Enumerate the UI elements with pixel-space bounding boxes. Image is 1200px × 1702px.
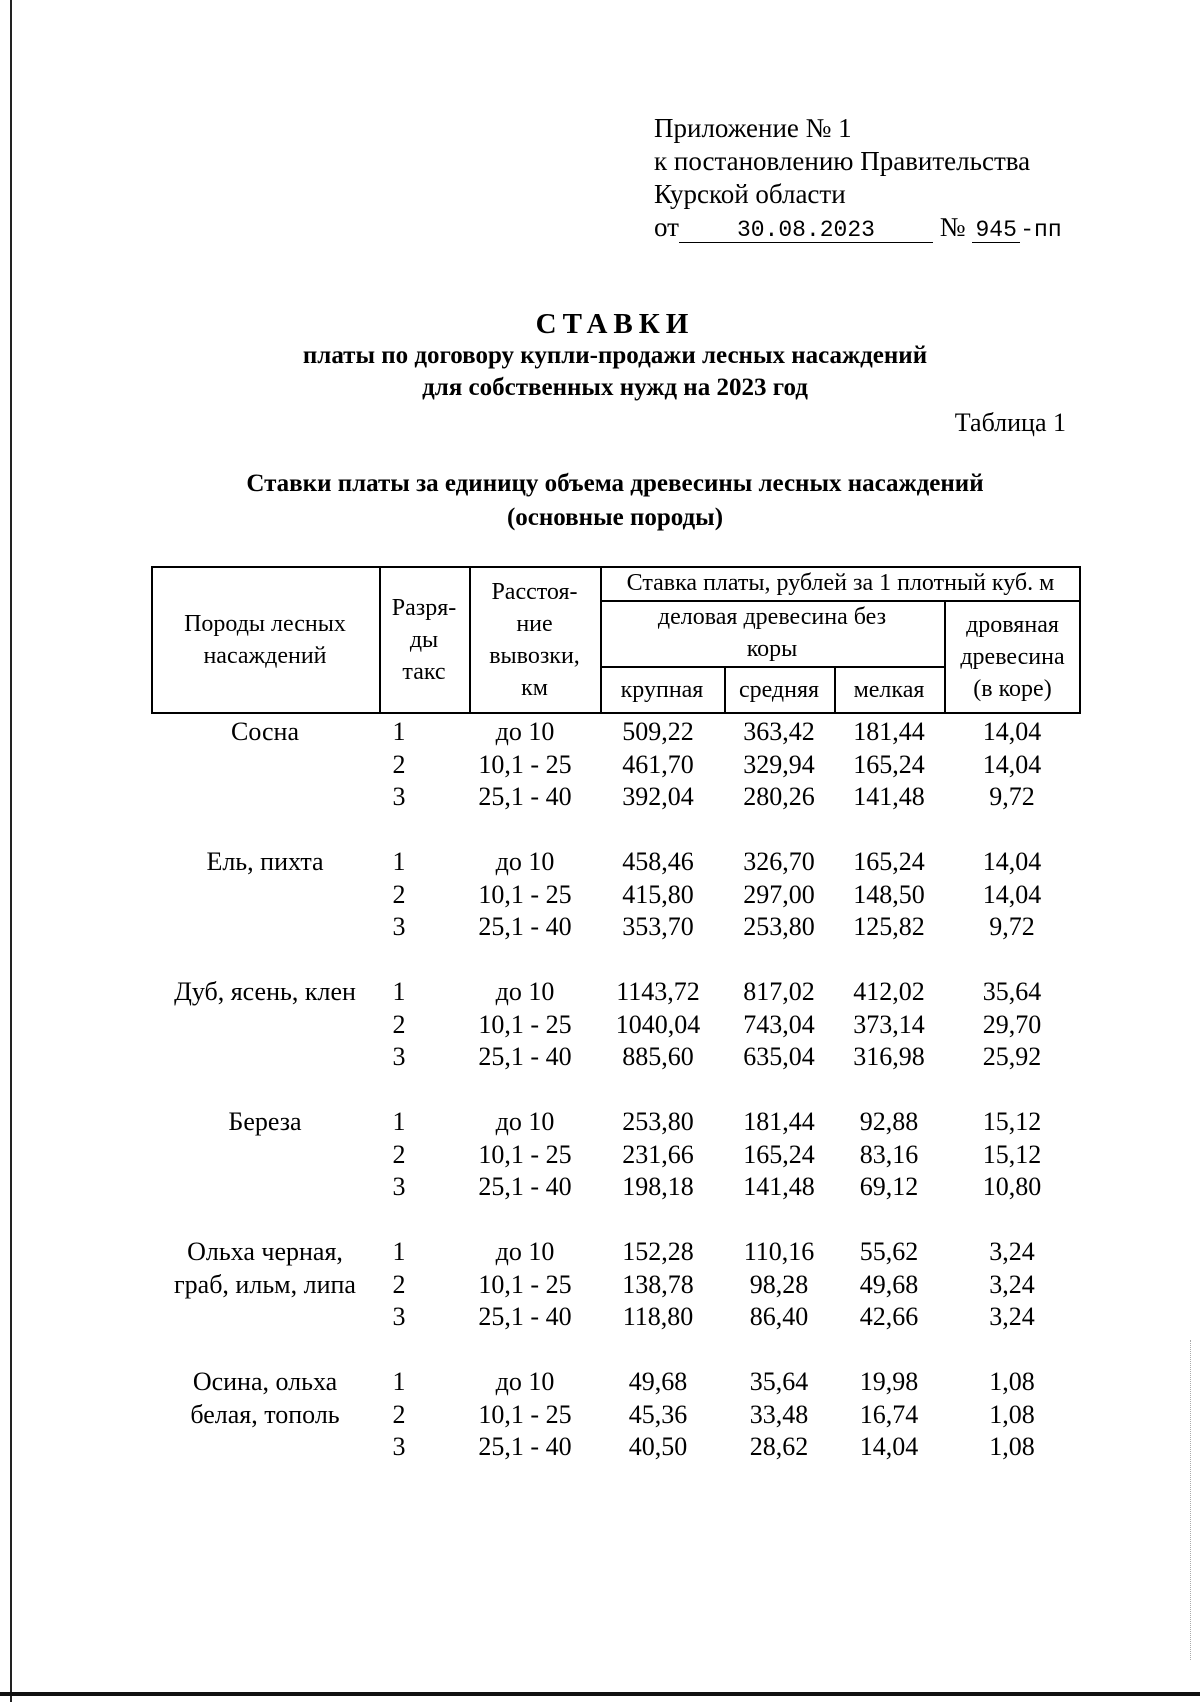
small-cell: 55,62 [859, 1237, 919, 1266]
species-group [151, 716, 1081, 846]
table-body [151, 716, 1081, 1496]
fuel-cell: 14,04 [982, 879, 1042, 909]
rank-cell: 1 [392, 977, 406, 1006]
medium-cell: 86,40 [749, 1302, 809, 1331]
medium-cell: 635,04 [743, 1042, 815, 1071]
fuel-cell: 35,64 [982, 977, 1042, 1006]
distance-cell: 25,1 - 40 [478, 1042, 572, 1071]
species-line-2: граб, ильм, липа [174, 1269, 356, 1299]
page-subtitle-1: платы по договору купли-продажи лесных насаждений [302, 342, 928, 369]
table-row [151, 716, 1081, 749]
appendix-line3: Курской области [654, 179, 846, 209]
appendix-line1: Приложение № 1 [654, 113, 852, 143]
small-cell: 19,98 [859, 1367, 919, 1396]
distance-cell: 25,1 - 40 [478, 1302, 572, 1331]
species-line-2: белая, тополь [190, 1399, 340, 1429]
large-cell: 1143,72 [616, 977, 700, 1006]
species-line-1: Дуб, ясень, клен [174, 977, 356, 1006]
species-line-1: Осина, ольха [192, 1367, 338, 1396]
large-cell: 45,36 [628, 1399, 688, 1429]
rank-cell: 3 [392, 912, 406, 941]
large-cell: 509,22 [622, 717, 694, 746]
fuel-cell: 14,04 [982, 749, 1042, 779]
small-cell: 181,44 [853, 717, 925, 746]
distance-cell: до 10 [495, 977, 555, 1006]
distance-cell: 10,1 - 25 [478, 1399, 572, 1429]
table-row [151, 879, 1081, 912]
table-row [151, 1236, 1081, 1269]
species-line-1: Сосна [231, 717, 299, 746]
table-row [151, 1301, 1081, 1334]
fuel-cell: 9,72 [989, 912, 1035, 941]
large-cell: 461,70 [622, 749, 694, 779]
table-header [151, 566, 1081, 714]
medium-cell: 329,94 [743, 749, 815, 779]
species-line-1: Ольха черная, [187, 1237, 343, 1266]
species-group [151, 1236, 1081, 1366]
header-rate: Ставка платы, рублей за 1 плотный куб. м [626, 570, 1055, 596]
large-cell: 253,80 [622, 1107, 694, 1136]
distance-cell: до 10 [495, 847, 555, 876]
rank-cell: 1 [392, 1367, 406, 1396]
small-cell: 165,24 [853, 847, 925, 876]
medium-cell: 280,26 [743, 782, 815, 811]
fuel-cell: 1,08 [989, 1367, 1035, 1396]
table-row [151, 846, 1081, 879]
distance-cell: 25,1 - 40 [478, 1172, 572, 1201]
fuel-cell: 15,12 [982, 1139, 1042, 1169]
distance-cell: 25,1 - 40 [478, 912, 572, 941]
rank-cell: 1 [392, 1107, 406, 1136]
small-cell: 125,82 [853, 912, 925, 941]
medium-cell: 98,28 [749, 1269, 809, 1299]
small-cell: 316,98 [853, 1042, 925, 1071]
large-cell: 392,04 [622, 782, 694, 811]
species-line-1: Ель, пихта [206, 847, 324, 876]
rank-cell: 2 [392, 749, 406, 779]
fuel-cell: 3,24 [989, 1269, 1035, 1299]
table-number: Таблица 1 [954, 408, 1066, 437]
header-fuel-wood: дровяная древесина (в коре) [960, 612, 1065, 702]
species-group [151, 1366, 1081, 1496]
medium-cell: 141,48 [743, 1172, 815, 1201]
appendix-date-line [654, 211, 1062, 247]
rank-cell: 2 [392, 1009, 406, 1039]
decree-number-suffix: -пп [1020, 217, 1062, 243]
fuel-cell: 14,04 [982, 717, 1042, 746]
page-subtitle-2: для собственных нужд на 2023 год [422, 374, 808, 401]
header-rank: Разря- ды такс [391, 595, 457, 685]
small-cell: 83,16 [859, 1139, 919, 1169]
large-cell: 458,46 [622, 847, 694, 876]
small-cell: 373,14 [853, 1009, 925, 1039]
fuel-cell: 1,08 [989, 1399, 1035, 1429]
medium-cell: 253,80 [743, 912, 815, 941]
table-row [151, 1139, 1081, 1172]
table-row [151, 1399, 1081, 1432]
large-cell: 152,28 [622, 1237, 694, 1266]
distance-cell: до 10 [495, 1367, 555, 1396]
large-cell: 231,66 [622, 1139, 694, 1169]
rank-cell: 3 [392, 782, 406, 811]
distance-cell: 25,1 - 40 [478, 1432, 572, 1461]
fuel-cell: 10,80 [982, 1172, 1042, 1201]
species-group [151, 976, 1081, 1106]
decree-date: 30.08.2023 [679, 218, 933, 243]
fuel-cell: 25,92 [982, 1042, 1042, 1071]
large-cell: 40,50 [628, 1432, 688, 1461]
medium-cell: 35,64 [749, 1367, 809, 1396]
table-title-2: (основные породы) [506, 504, 724, 531]
table-row [151, 976, 1081, 1009]
small-cell: 49,68 [859, 1269, 919, 1299]
species-group [151, 1106, 1081, 1236]
large-cell: 198,18 [622, 1172, 694, 1201]
small-cell: 141,48 [853, 782, 925, 811]
rank-cell: 3 [392, 1172, 406, 1201]
medium-cell: 33,48 [749, 1399, 809, 1429]
distance-cell: 10,1 - 25 [478, 1009, 572, 1039]
header-distance: Расстоя- ние вывозки, км [489, 579, 580, 701]
medium-cell: 817,02 [743, 977, 815, 1006]
page-title: СТАВКИ [535, 308, 695, 340]
fuel-cell: 3,24 [989, 1302, 1035, 1331]
small-cell: 14,04 [859, 1432, 919, 1461]
table-row [151, 1009, 1081, 1042]
appendix-line2: к постановлению Правительства [654, 146, 1031, 176]
scan-bottom-edge [0, 1692, 1200, 1696]
rank-cell: 3 [392, 1302, 406, 1331]
table-row [151, 1431, 1081, 1464]
distance-cell: до 10 [495, 717, 555, 746]
large-cell: 49,68 [628, 1367, 688, 1396]
large-cell: 118,80 [622, 1302, 694, 1331]
rank-cell: 2 [392, 1139, 406, 1169]
table-row [151, 1171, 1081, 1204]
header-species: Породы лесных насаждений [184, 611, 346, 669]
distance-cell: 25,1 - 40 [478, 782, 572, 811]
species-line-1: Береза [228, 1107, 302, 1136]
large-cell: 138,78 [622, 1269, 694, 1299]
rank-cell: 1 [392, 847, 406, 876]
small-cell: 16,74 [859, 1399, 919, 1429]
table-row [151, 781, 1081, 814]
medium-cell: 297,00 [743, 879, 815, 909]
large-cell: 353,70 [622, 912, 694, 941]
table-row [151, 1366, 1081, 1399]
small-cell: 42,66 [859, 1302, 919, 1331]
large-cell: 885,60 [622, 1042, 694, 1071]
medium-cell: 28,62 [749, 1432, 809, 1461]
from-label: от [654, 212, 679, 242]
small-cell: 92,88 [859, 1107, 919, 1136]
table-title-1: Ставки платы за единицу объема древесины лесных насаждений [246, 470, 984, 497]
distance-cell: 10,1 - 25 [478, 749, 572, 779]
medium-cell: 110,16 [743, 1237, 815, 1266]
large-cell: 1040,04 [615, 1009, 701, 1039]
medium-cell: 326,70 [743, 847, 815, 876]
medium-cell: 181,44 [743, 1107, 815, 1136]
distance-cell: 10,1 - 25 [478, 1139, 572, 1169]
fuel-cell: 9,72 [989, 782, 1035, 811]
small-cell: 69,12 [859, 1172, 919, 1201]
fuel-cell: 14,04 [982, 847, 1042, 876]
header-business-wood: деловая древесина без коры [657, 604, 887, 662]
table-row [151, 1041, 1081, 1074]
rank-cell: 3 [392, 1432, 406, 1461]
rank-cell: 2 [392, 879, 406, 909]
small-cell: 148,50 [853, 879, 925, 909]
medium-cell: 743,04 [743, 1009, 815, 1039]
header-small: мелкая [853, 677, 925, 703]
fuel-cell: 1,08 [989, 1432, 1035, 1461]
distance-cell: 10,1 - 25 [478, 1269, 572, 1299]
rank-cell: 3 [392, 1042, 406, 1071]
small-cell: 165,24 [853, 749, 925, 779]
number-label: № [939, 212, 966, 242]
header-large: крупная [620, 677, 704, 703]
appendix-block [654, 112, 1062, 247]
medium-cell: 165,24 [743, 1139, 815, 1169]
distance-cell: 10,1 - 25 [478, 879, 572, 909]
small-cell: 412,02 [853, 977, 925, 1006]
rank-cell: 1 [392, 717, 406, 746]
fuel-cell: 15,12 [982, 1107, 1042, 1136]
rank-cell: 1 [392, 1237, 406, 1266]
large-cell: 415,80 [622, 879, 694, 909]
table-row [151, 749, 1081, 782]
distance-cell: до 10 [495, 1107, 555, 1136]
medium-cell: 363,42 [743, 717, 815, 746]
table-row [151, 1269, 1081, 1302]
scan-right-edge [1190, 1340, 1192, 1660]
fuel-cell: 3,24 [989, 1237, 1035, 1266]
table-row [151, 1106, 1081, 1139]
rank-cell: 2 [392, 1269, 406, 1299]
scan-left-edge [10, 0, 12, 1702]
table-row [151, 911, 1081, 944]
fuel-cell: 29,70 [982, 1009, 1042, 1039]
species-group [151, 846, 1081, 976]
distance-cell: до 10 [495, 1237, 555, 1266]
header-medium: средняя [738, 677, 820, 703]
rank-cell: 2 [392, 1399, 406, 1429]
decree-number: 945 [972, 218, 1020, 243]
